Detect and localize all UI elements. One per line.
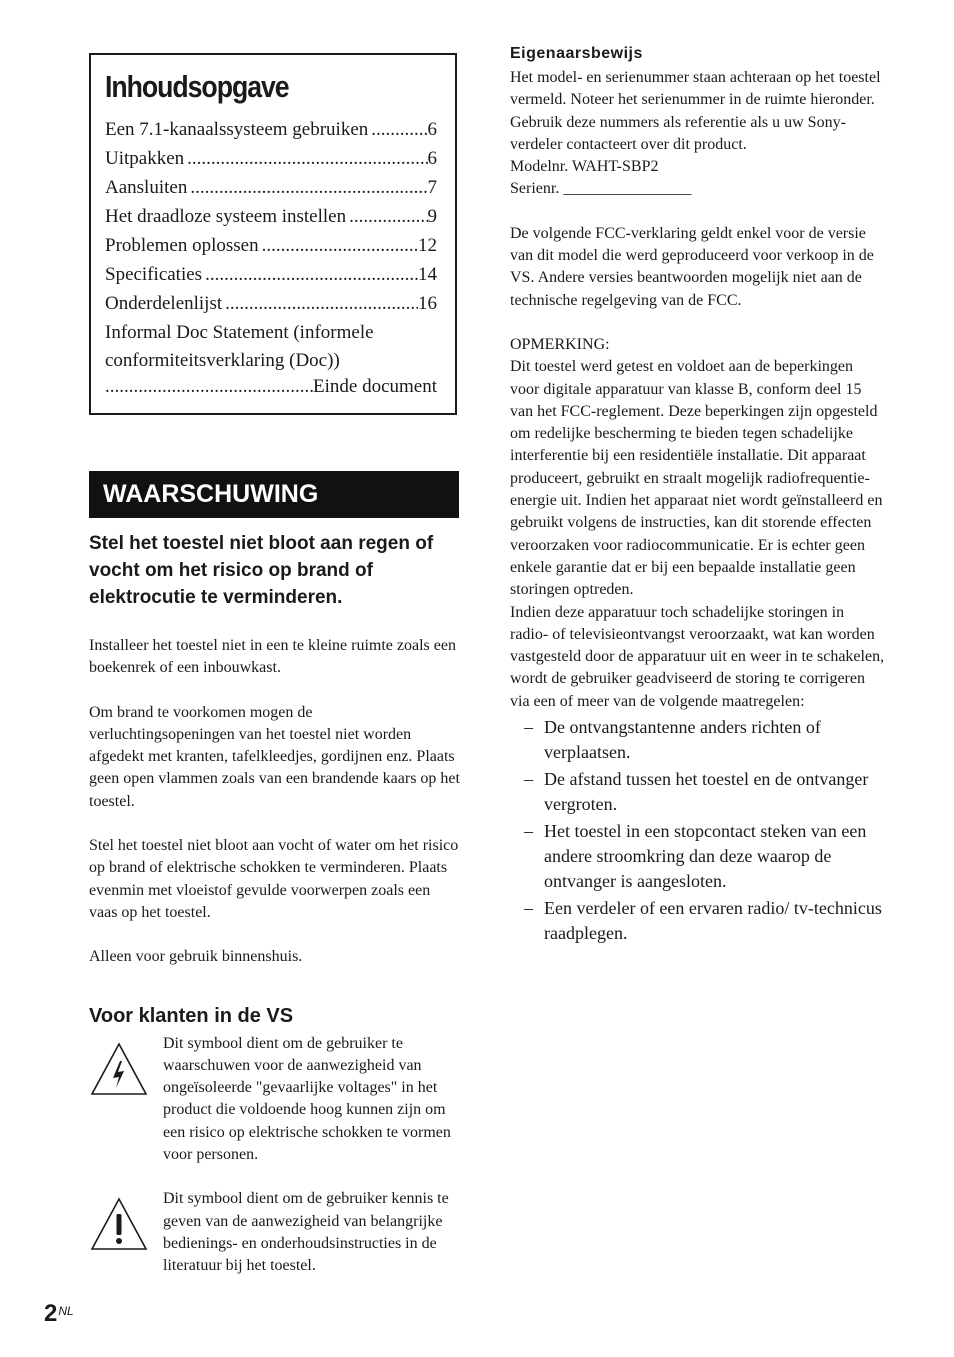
list-item: [510, 767, 885, 817]
list-dash: –: [524, 717, 533, 738]
page-number: [44, 1300, 74, 1328]
toc-entry-label: Specificaties: [105, 264, 203, 285]
lightning-triangle-icon: [89, 1033, 163, 1167]
list-item-text: Het toestel in een stopcontact steken van een andere stroomkring dan deze waarop de ontvanger is aangesloten.: [544, 821, 867, 892]
left-column: [89, 53, 461, 1278]
toc-title: Inhoudsopgave: [105, 69, 289, 104]
page-number-value: 2: [44, 1300, 58, 1327]
symbol-text: Dit symbool dient om de gebruiker kennis te geven van de aanwezigheid van belangrijke bedienings- en onderhoudsinstructies in de literatuur bij het toestel.: [163, 1190, 449, 1275]
toc-entry[interactable]: [105, 173, 437, 202]
right-column: [510, 44, 885, 948]
fcc-note-label: OPMERKING:: [510, 335, 610, 353]
toc-entry-page: 16: [418, 293, 437, 314]
list-dash: –: [524, 821, 533, 842]
toc-leader-dots: [202, 260, 418, 289]
toc-entry-page: 7: [427, 177, 437, 198]
list-dash: –: [524, 769, 533, 790]
warning-banner: WAARSCHUWING: [89, 471, 459, 518]
symbol-explanation-voltage: [89, 1033, 461, 1167]
symbol-text: Dit symbool dient om de gebruiker te waarschuwen voor de aanwezigheid van ongeïsoleerde "gevaarlijke voltages" in het product die voldoende hoog kunnen zijn om een risico op elektrische schokken te vormen voor personen.: [163, 1034, 451, 1164]
toc-entry-label: Het draadloze systeem instellen: [105, 206, 347, 227]
toc-entry-page: Einde document: [313, 376, 437, 397]
fcc-note-text: Indien deze apparatuur toch schadelijke storingen in radio- of televisieontvangst veroorzaakt, wat kan worden vastgesteld door de apparatuur uit en weer in te schakelen, wordt de gebruiker geadviseerd de storing te corrigeren via een of meer van de volgende maatregelen:: [510, 603, 885, 710]
fcc-intro: De volgende FCC-verklaring geldt enkel voor de versie van dit model die werd geproduceerd voor verkoop in de VS. Andere versies beantwoorden mogelijk niet aan de technische regelgeving van de FCC.: [510, 224, 874, 309]
toc-entry-label: Een 7.1-kanaalssysteem gebruiken: [105, 119, 369, 140]
toc-entry[interactable]: [105, 202, 437, 231]
serial-number: Serienr. ________________: [510, 180, 692, 198]
list-dash: –: [524, 898, 533, 919]
toc-leader-dots: [105, 374, 313, 400]
table-of-contents: [89, 53, 457, 415]
toc-entry-page: 14: [418, 264, 437, 285]
toc-leader-dots: [187, 173, 427, 202]
list-item: [510, 896, 885, 946]
warning-paragraph: Alleen voor gebruik binnenshuis.: [89, 948, 303, 966]
fcc-measures-list: [510, 715, 885, 946]
language-code: NL: [58, 1304, 74, 1318]
toc-entry-doc-statement[interactable]: [105, 320, 437, 400]
fcc-note-text: Dit toestel werd getest en voldoet aan de beperkingen voor digitale apparatuur van klasse B, conform deel 15 van het FCC-reglement. Deze beperkingen zijn opgesteld om redelijke bescherming te bieden tegen schadelijke interferentie bij een residentiële installatie. Dit apparaat produceert, gebruikt en straalt mogelijk radiofrequentie-energie uit. Indien het apparaat niet wordt geïnstalleerd en gebruikt volgens de instructies, kan dit storende effecten veroorzaken voor radiocommunicatie. Er is echter geen enkele garantie dat er bij een bepaalde installatie geen storingen optreden.: [510, 358, 883, 599]
toc-leader-dots: [368, 115, 427, 144]
us-customers-heading: Voor klanten in de VS: [89, 1004, 294, 1027]
list-item-text: Een verdeler of een ervaren radio/ tv-technicus raadplegen.: [544, 898, 882, 944]
warning-heading: Stel het toestel niet bloot aan regen of vocht om het risico op brand of elektrocutie te verminderen.: [89, 533, 434, 608]
toc-entry-label-line1: Informal Doc Statement (informele: [105, 322, 374, 343]
toc-entry-label-line2: conformiteitsverklaring (Doc)): [105, 350, 340, 371]
toc-entry-page: 6: [427, 119, 437, 140]
toc-entry[interactable]: [105, 231, 437, 260]
ownership-text: Het model- en serienummer staan achteraan op het toestel vermeld. Noteer het serienummer in de ruimte hieronder. Gebruik deze nummers als referentie als u uw Sony-verdeler contacteert over dit product.: [510, 69, 881, 153]
list-item-text: De afstand tussen het toestel en de ontvanger vergroten.: [544, 769, 869, 815]
toc-entry-label: Aansluiten: [105, 177, 188, 198]
toc-entry[interactable]: [105, 144, 437, 173]
list-item-text: De ontvangstantenne anders richten of verplaatsen.: [544, 717, 821, 763]
symbol-explanation-instructions: [89, 1188, 461, 1277]
toc-entry-last-line: [105, 374, 437, 400]
toc-entry-label: Problemen oplossen: [105, 235, 259, 256]
exclamation-triangle-icon: [89, 1188, 163, 1277]
toc-leader-dots: [184, 144, 427, 173]
toc-entry[interactable]: [105, 289, 437, 318]
toc-entry[interactable]: [105, 260, 437, 289]
list-item: [510, 715, 885, 765]
toc-entry-page: 9: [427, 206, 437, 227]
list-item: [510, 819, 885, 894]
warning-paragraph: Om brand te voorkomen mogen de verluchtingsopeningen van het toestel niet worden afgedekt met kranten, tafelkleedjes, gordijnen enz. Plaats geen open vlammen zoals van een brandende kaars op het toestel.: [89, 703, 460, 810]
toc-leader-dots: [259, 231, 418, 260]
toc-entry-page: 12: [418, 235, 437, 256]
toc-entry-page: 6: [427, 148, 437, 169]
toc-entry-label: Uitpakken: [105, 148, 185, 169]
warning-paragraph: Installeer het toestel niet in een te kleine ruimte zoals een boekenrek of een inbouwkast.: [89, 637, 456, 677]
toc-entry[interactable]: [105, 115, 437, 144]
toc-entry-label: Onderdelenlijst: [105, 293, 223, 314]
model-number: Modelnr. WAHT-SBP2: [510, 158, 659, 176]
toc-leader-dots: [346, 202, 427, 231]
warning-paragraph: Stel het toestel niet bloot aan vocht of water om het risico op brand of elektrische schokken te verminderen. Plaats evenmin met vloeistof gevulde voorwerpen zoals een vaas op het toestel.: [89, 837, 459, 921]
toc-leader-dots: [222, 289, 418, 318]
ownership-heading: Eigenaarsbewijs: [510, 45, 643, 62]
